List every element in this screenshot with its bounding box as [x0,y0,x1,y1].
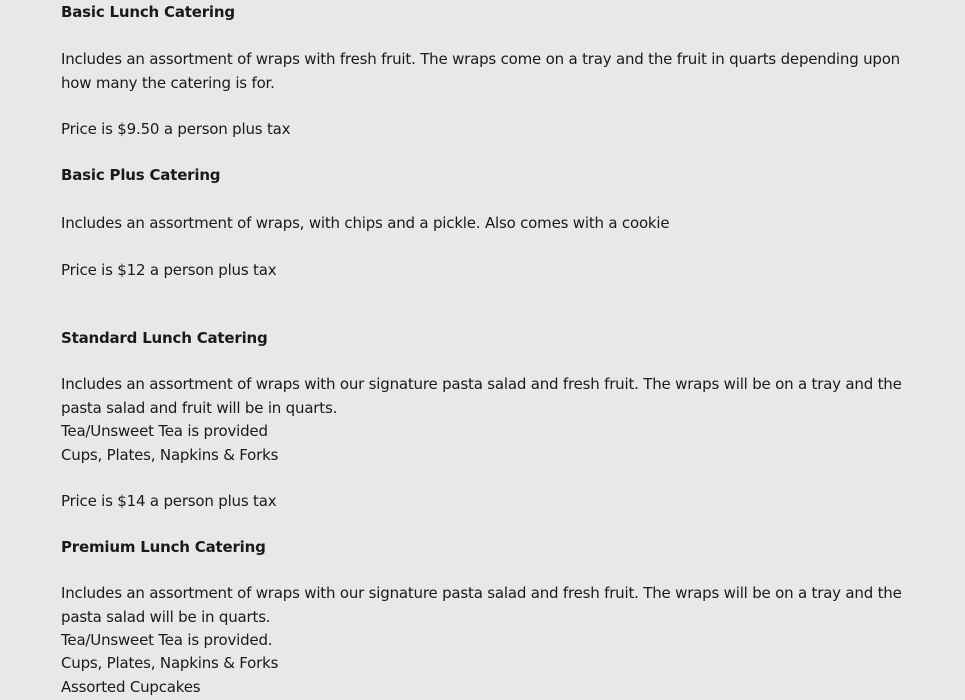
section-title-basic-lunch: Basic Lunch Catering [61,3,235,21]
section-title-standard-lunch: Standard Lunch Catering [61,329,268,347]
section-price-standard-lunch: Price is $14 a person plus tax [61,492,277,510]
section-extra-tea-standard: Tea/Unsweet Tea is provided [61,422,268,440]
section-title-premium-lunch: Premium Lunch Catering [61,538,266,556]
section-description-standard-lunch: Includes an assortment of wraps with our signature pasta salad and fresh fruit. The wraps will be on a tray and the pasta salad and fruit will be in quarts. [61,375,902,417]
section-description-premium-lunch: Includes an assortment of wraps with our signature pasta salad and fresh fruit. The wraps will be on a tray and the pasta salad will be in quarts. [61,584,902,626]
section-price-basic-plus: Price is $12 a person plus tax [61,261,277,279]
section-extra-utensils-premium: Cups, Plates, Napkins & Forks [61,654,279,672]
section-title-basic-plus: Basic Plus Catering [61,166,221,184]
section-extra-tea-premium: Tea/Unsweet Tea is provided. [61,631,273,649]
section-description-basic-lunch: Includes an assortment of wraps with fresh fruit. The wraps come on a tray and the fruit in quarts depending upon how many the catering is for. [61,50,900,92]
section-price-basic-lunch: Price is $9.50 a person plus tax [61,120,291,138]
section-description-basic-plus: Includes an assortment of wraps, with chips and a pickle. Also comes with a cookie [61,214,670,232]
section-extra-utensils-standard: Cups, Plates, Napkins & Forks [61,446,279,464]
section-extra-cupcakes-premium: Assorted Cupcakes [61,678,201,696]
